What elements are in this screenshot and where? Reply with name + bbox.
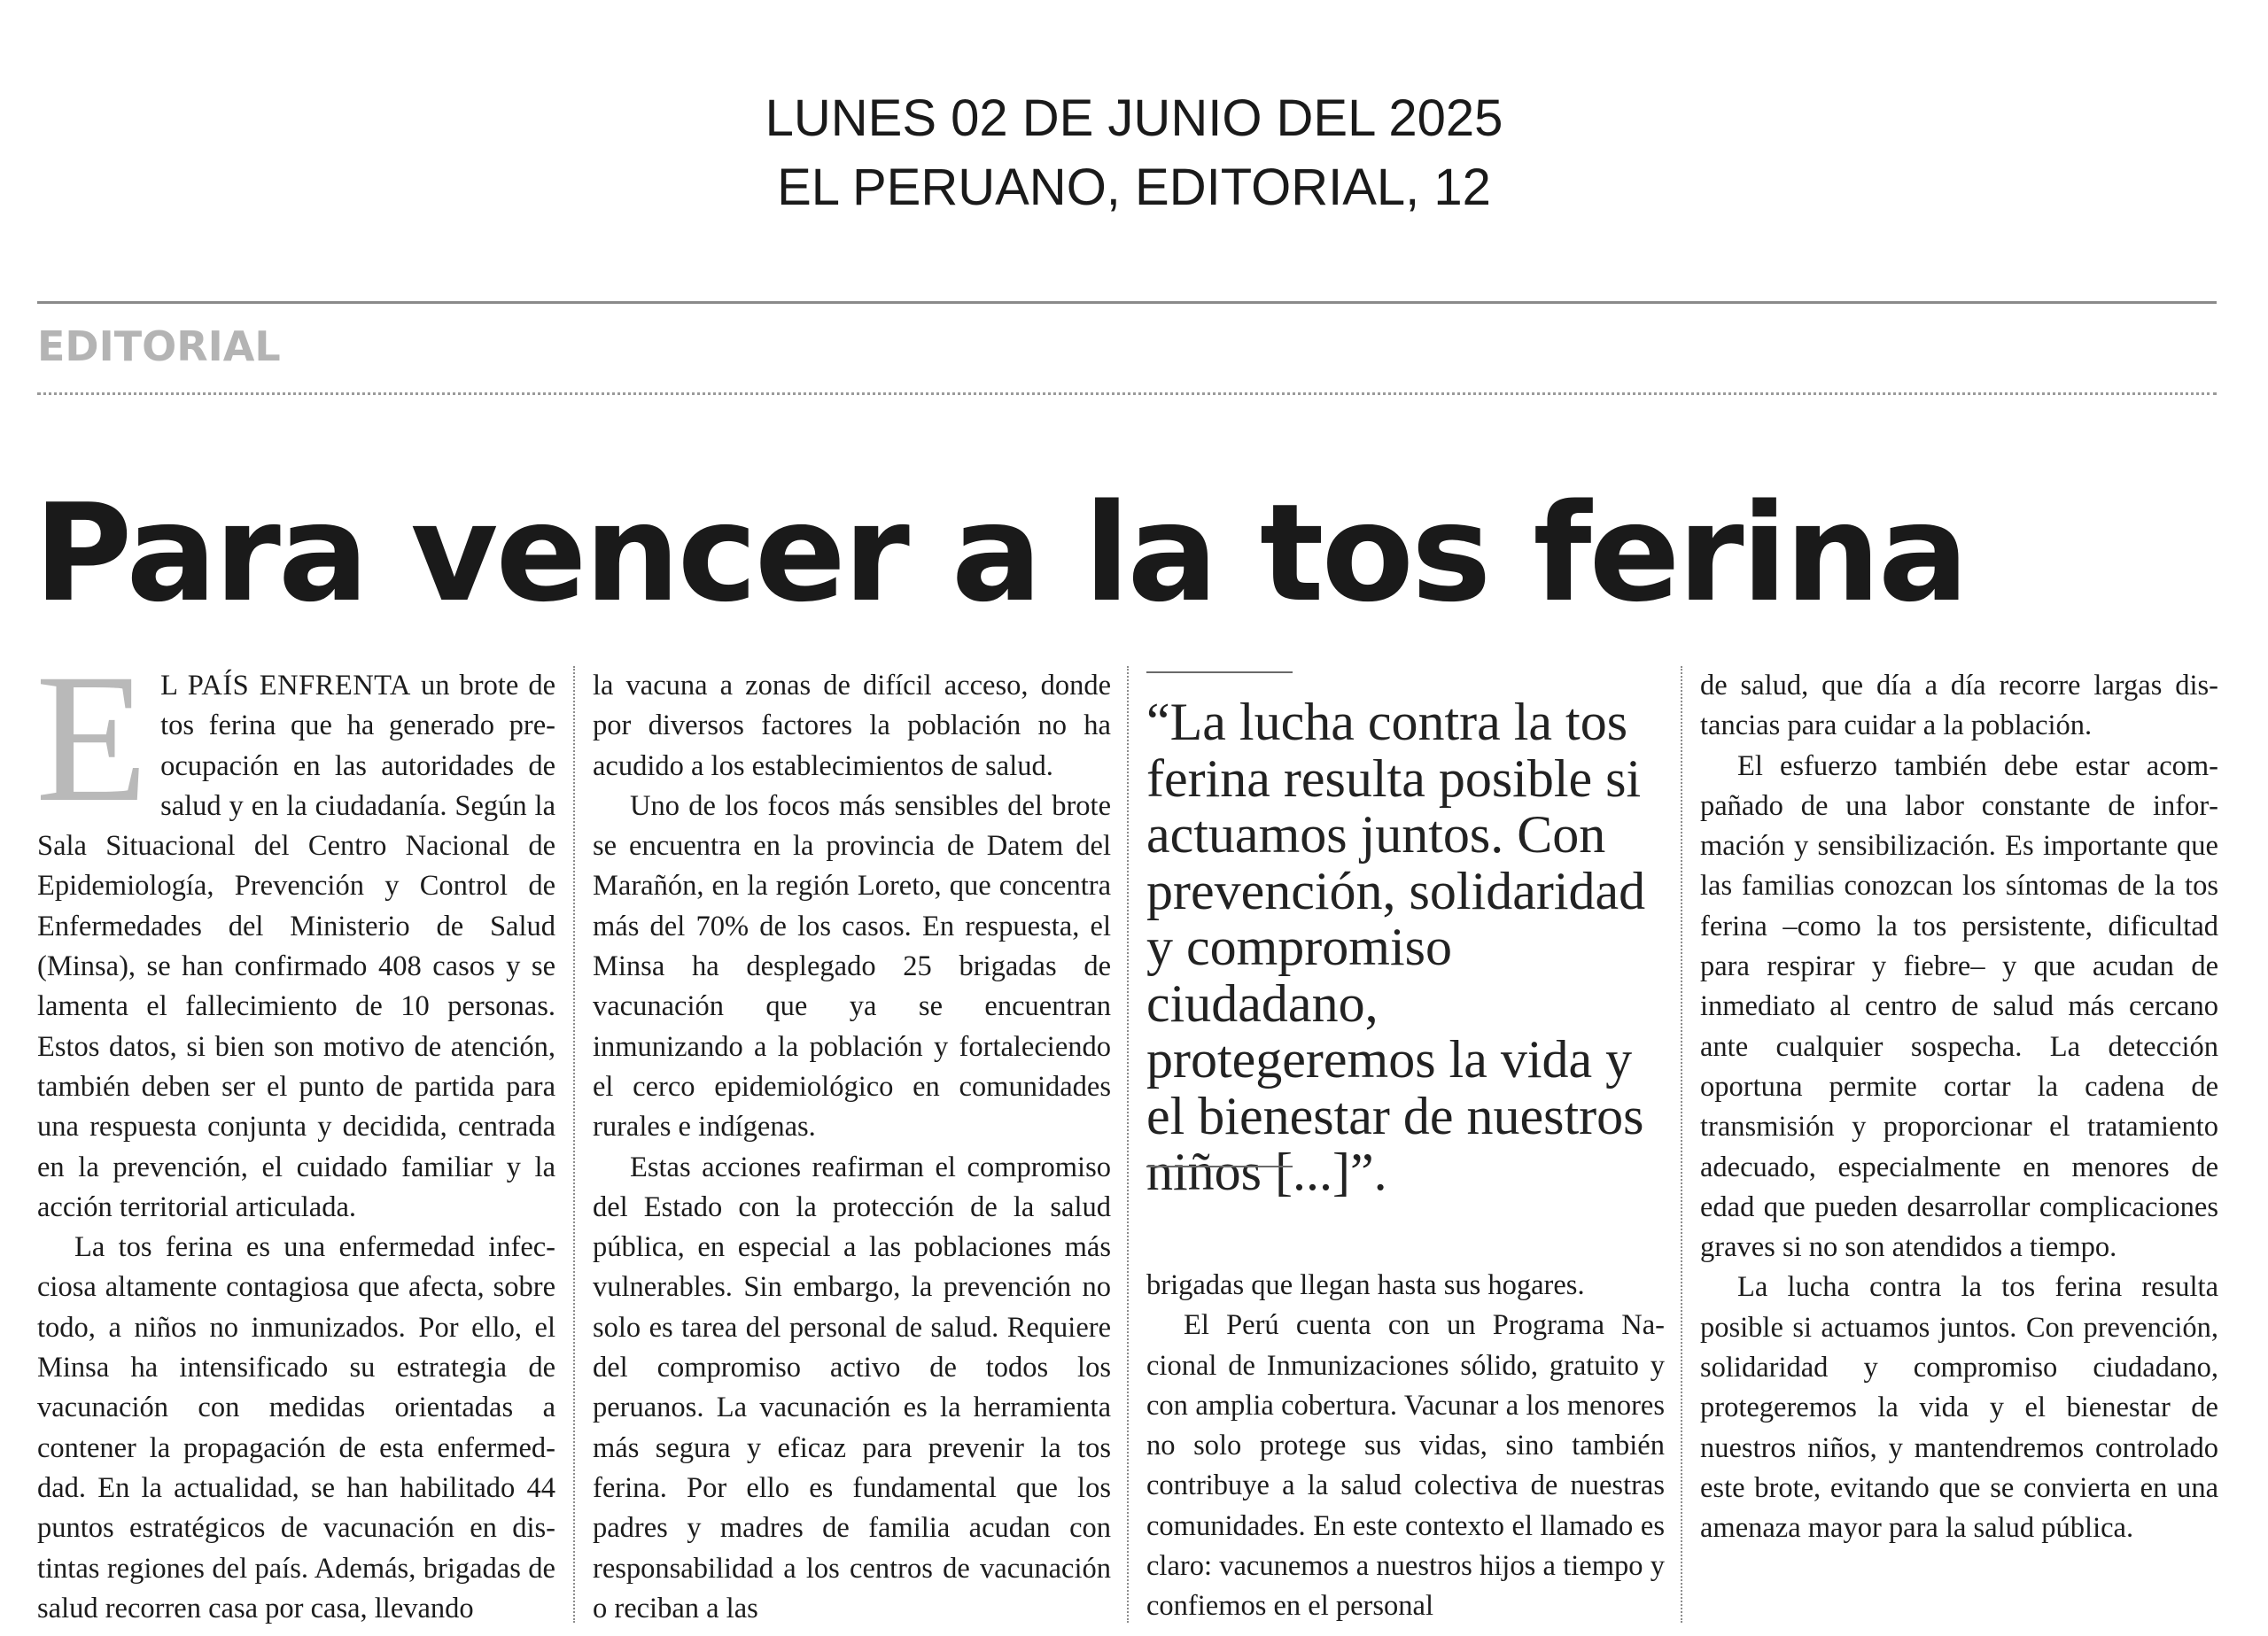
article-column-3 — [1146, 1266, 1665, 1627]
article-paragraph: La tos ferina es una enfermedad infecciosa altamente contagiosa que afecta, sobre todo, a niños no inmunizados. Por ello, el Minsa ha intensificado su estrategia de vacunación con medidas orientadas a contener la propagación de esta enfermeddad. En la actualidad, se han habilitado 44 puntos estratégicos de vacunación en distintas regiones del país. Además, brigadas de salud recorren casa por casa, llevando — [37, 1231, 555, 1624]
paragraph-text: un brote de tos ferina que ha generado preocupación en las autoridades de salud y en la ciudadanía. Según la Sala Situacional del Centro Nacional de Epidemiología, Prevención y Control de Enfermedades del Ministerio de Salud (Minsa), se han confirmado 408 casos y se lamenta el fallecimiento de 10 personas. Estos datos, si bien son motivo de atención, también deben ser el punto de partida para una respuesta conjunta y decidida, centrada en la prevención, el cuidado familiar y la acción territorial articulada. — [37, 670, 555, 1223]
drop-cap: E — [35, 636, 149, 840]
top-rule — [37, 301, 2217, 304]
headline: Para vencer a la tos ferina — [34, 475, 1967, 632]
column-divider-2 — [1127, 666, 1129, 1623]
article-column-4 — [1700, 666, 2218, 1549]
article-column-1 — [35, 636, 555, 1629]
section-label: EDITORIAL — [37, 322, 281, 370]
article-paragraph: El Perú cuenta con un Programa Nacional de Inmunizaciones sólido, gratuito y con amplia cobertura. Vacunar a los menores no solo protege sus vidas, sino también contribuye a la salud colectiva de nuestras comunidades. En este contexto el llamado es claro: vacunemos a nuestros hijos a tiempo y confiemos en el personal — [1146, 1309, 1665, 1623]
article-paragraph: la vacuna a zonas de difícil acceso, donde por diversos factores la población no ha acudido a los establecimientos de salud. — [593, 670, 1111, 782]
article-paragraph: El esfuerzo también debe estar acompañado de una labor constante de información y sensibilización. Es importante que las familias conozcan los síntomas de la tos ferina –como la tos persistente, dificultad para respirar y fiebre– y que acudan de inmediato al centro de salud más cercano ante cualquier sospecha. La detección oportuna permite cortar la cadena de transmisión y proporcionar el tratamiento adecuado, especialmente en menores de edad que pueden desarrollar complicaciones graves si no son atendidos a tiempo. — [1700, 749, 2218, 1264]
column-divider-1 — [573, 666, 575, 1623]
pull-quote: “La lucha contra la tos ferina resulta posible si actuamos juntos. Con prevención, solidaridad y compromiso ciudadano, protegeremos la vida y el bienestar de nuestros niños [...]”. — [1146, 693, 1646, 1201]
lead-in: L PAÍS ENFRENTA — [160, 670, 411, 702]
article-column-2 — [593, 666, 1111, 1629]
article-paragraph: La lucha contra la tos ferina resulta posible si actuamos juntos. Con prevención, solidaridad y compromiso ciudadano, protegeremos la vida y el bienestar de nuestros niños, y mantendremos controlado este brote, evitando que se convierta en una amenaza mayor para la salud pública. — [1700, 1271, 2218, 1545]
date-line: LUNES 02 DE JUNIO DEL 2025 — [765, 89, 1503, 147]
source-line: EL PERUANO, EDITORIAL, 12 — [777, 159, 1491, 216]
column-divider-3 — [1681, 666, 1682, 1623]
article-paragraph: Uno de los focos más sensibles del brote se encuentra en la provincia de Datem del Marañón, en la región Loreto, que concentra más del 70% de los casos. En respuesta, el Minsa ha desplegado 25 brigadas de vacunación que ya se encuentran inmunizando a la población y fortaleciendo el cerco epidemiológico en comunidades rurales e indígenas. — [593, 789, 1111, 1144]
page-header — [0, 84, 2268, 222]
article-paragraph: Estas acciones reafirman el compromiso del Estado con la protección de la salud pública, en especial a las poblaciones más vulnerables. Sin embargo, la prevención no solo es tarea del personal de salud. Requiere del compromiso activo de todos los peruanos. La vacunación es la herramienta más segura y eficaz para prevenir la tos ferina. Por ello es fundamental que los padres y madres de familia acudan con responsabilidad a los centros de vacunación o reciban a las — [593, 1151, 1111, 1624]
section-dotted-rule — [37, 392, 2217, 395]
article-paragraph — [35, 636, 555, 1228]
pull-quote-rule-top — [1146, 671, 1293, 673]
article-paragraph: de salud, que día a día recorre largas distancias para cuidar a la población. — [1700, 670, 2218, 742]
pull-quote-rule-bottom — [1146, 1166, 1293, 1167]
article-paragraph: brigadas que llegan hasta sus hogares. — [1146, 1269, 1585, 1301]
